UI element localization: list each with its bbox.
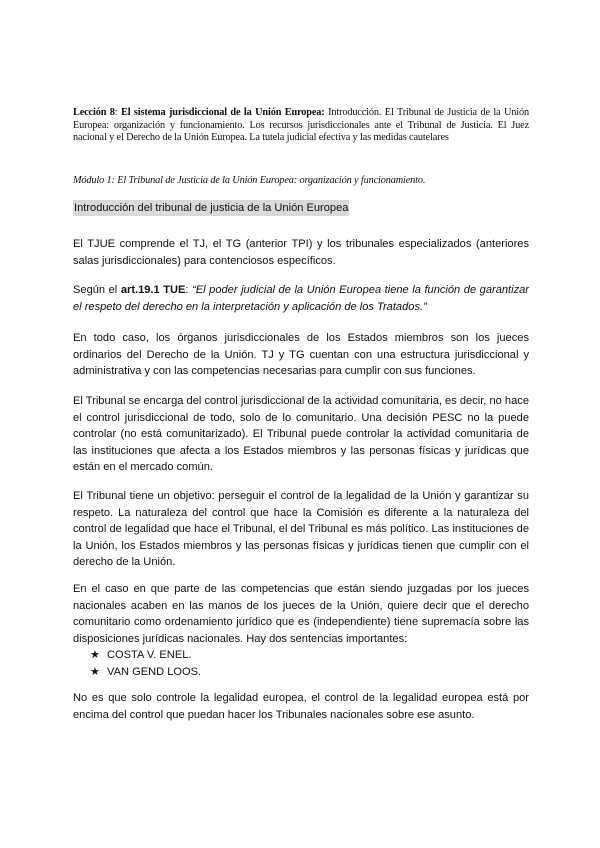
article-reference: art.19.1 TUE [120, 284, 186, 296]
paragraph-tjue: El TJUE comprende el TJ, el TG (anterior TPI) y los tribunales especializados (anteriores salas jurisdiccionales) para contenciosos específicos. [73, 238, 529, 267]
lesson-description: Introducción. El Tribunal de Justicia de la Unión Europea: organización y funcionamiento. Los recursos jurisdiccionales ante el Tribunal de Justicia. El Juez nacional y el Derecho de la Unión Europea. La tutela judicial efectiva y las medidas cautelares [73, 107, 529, 144]
section-heading: Introducción del tribunal de justicia de la Unión Europea [74, 202, 349, 214]
list-item [90, 647, 529, 664]
sentences-list [73, 647, 529, 680]
article-prefix: Según el [73, 284, 121, 296]
lesson-header [73, 107, 529, 145]
star-bullet-icon: ★ [90, 649, 100, 662]
lesson-title: El sistema jurisdiccional de la Unión Europea: [120, 107, 325, 118]
list-item [90, 664, 529, 681]
section-heading-wrapper [73, 200, 529, 217]
lesson-label: Lección 8 [73, 107, 115, 118]
lesson-separator: : [114, 107, 121, 118]
paragraph-national-courts: En todo caso, los órganos jurisdiccionales de los Estados miembros son los jueces ordinarios del Derecho de la Unión. TJ y TG cuentan con una estructura jurisdiccional y administrativa y con las competencias necesarias para cumplir con sus funciones. [73, 332, 529, 378]
paragraph-jurisdictional-control: El Tribunal se encarga del control jurisdiccional de la actividad comunitaria, es decir, no hace el control jurisdiccional de todo, solo de lo comunitario. Una decisión PESC no la puede controlar (no está comunitarizado). El Tribunal puede controlar la actividad comunitaria de las instituciones que afecta a los Estados miembros y las personas físicas y jurídicas que están en el mercado común. [73, 395, 529, 474]
supremacy-text: En el caso en que parte de las competencias que están siendo juzgadas por los jueces nacionales acaben en las manos de los jueces de la Unión, quiere decir que el derecho comunitario como ordenamiento jurídico que es (independiente) tiene supremacía sobre las disposiciones jurídicas nacionales. Hay dos sentencias importantes: [73, 583, 529, 645]
article-quote: “El poder judicial de la Unión Europea tiene la función de garantizar el respeto del derecho en la interpretación y aplicación de los Tratados.” [73, 284, 529, 313]
sentence-costa-enel: COSTA V. ENEL. [107, 649, 192, 662]
sentence-van-gend-loos: VAN GEND LOOS. [107, 665, 202, 678]
paragraph-supremacy [73, 581, 529, 681]
star-bullet-icon: ★ [90, 665, 100, 678]
paragraph-legality-objective: El Tribunal tiene un objetivo: perseguir el control de la legalidad de la Unión y garantizar su respeto. La naturaleza del control que hace la Comisión es diferente a la naturaleza del control de legalidad que hace el Tribunal, el del Tribunal es más político. Las instituciones de la Unión, los Estados miembros y las personas físicas y jurídicas tienen que cumplir con el derecho de la Unión. [73, 490, 529, 569]
paragraph-article [73, 282, 529, 315]
module-title: Módulo 1: El Tribunal de Justicia de la Unión Europea: organización y funcionamiento. [73, 175, 426, 186]
article-colon: : [185, 284, 193, 296]
paragraph-conclusion: No es que solo controle la legalidad europea, el control de la legalidad europea está por encima del control que puedan hacer los Tribunales nacionales sobre ese asunto. [73, 692, 529, 721]
